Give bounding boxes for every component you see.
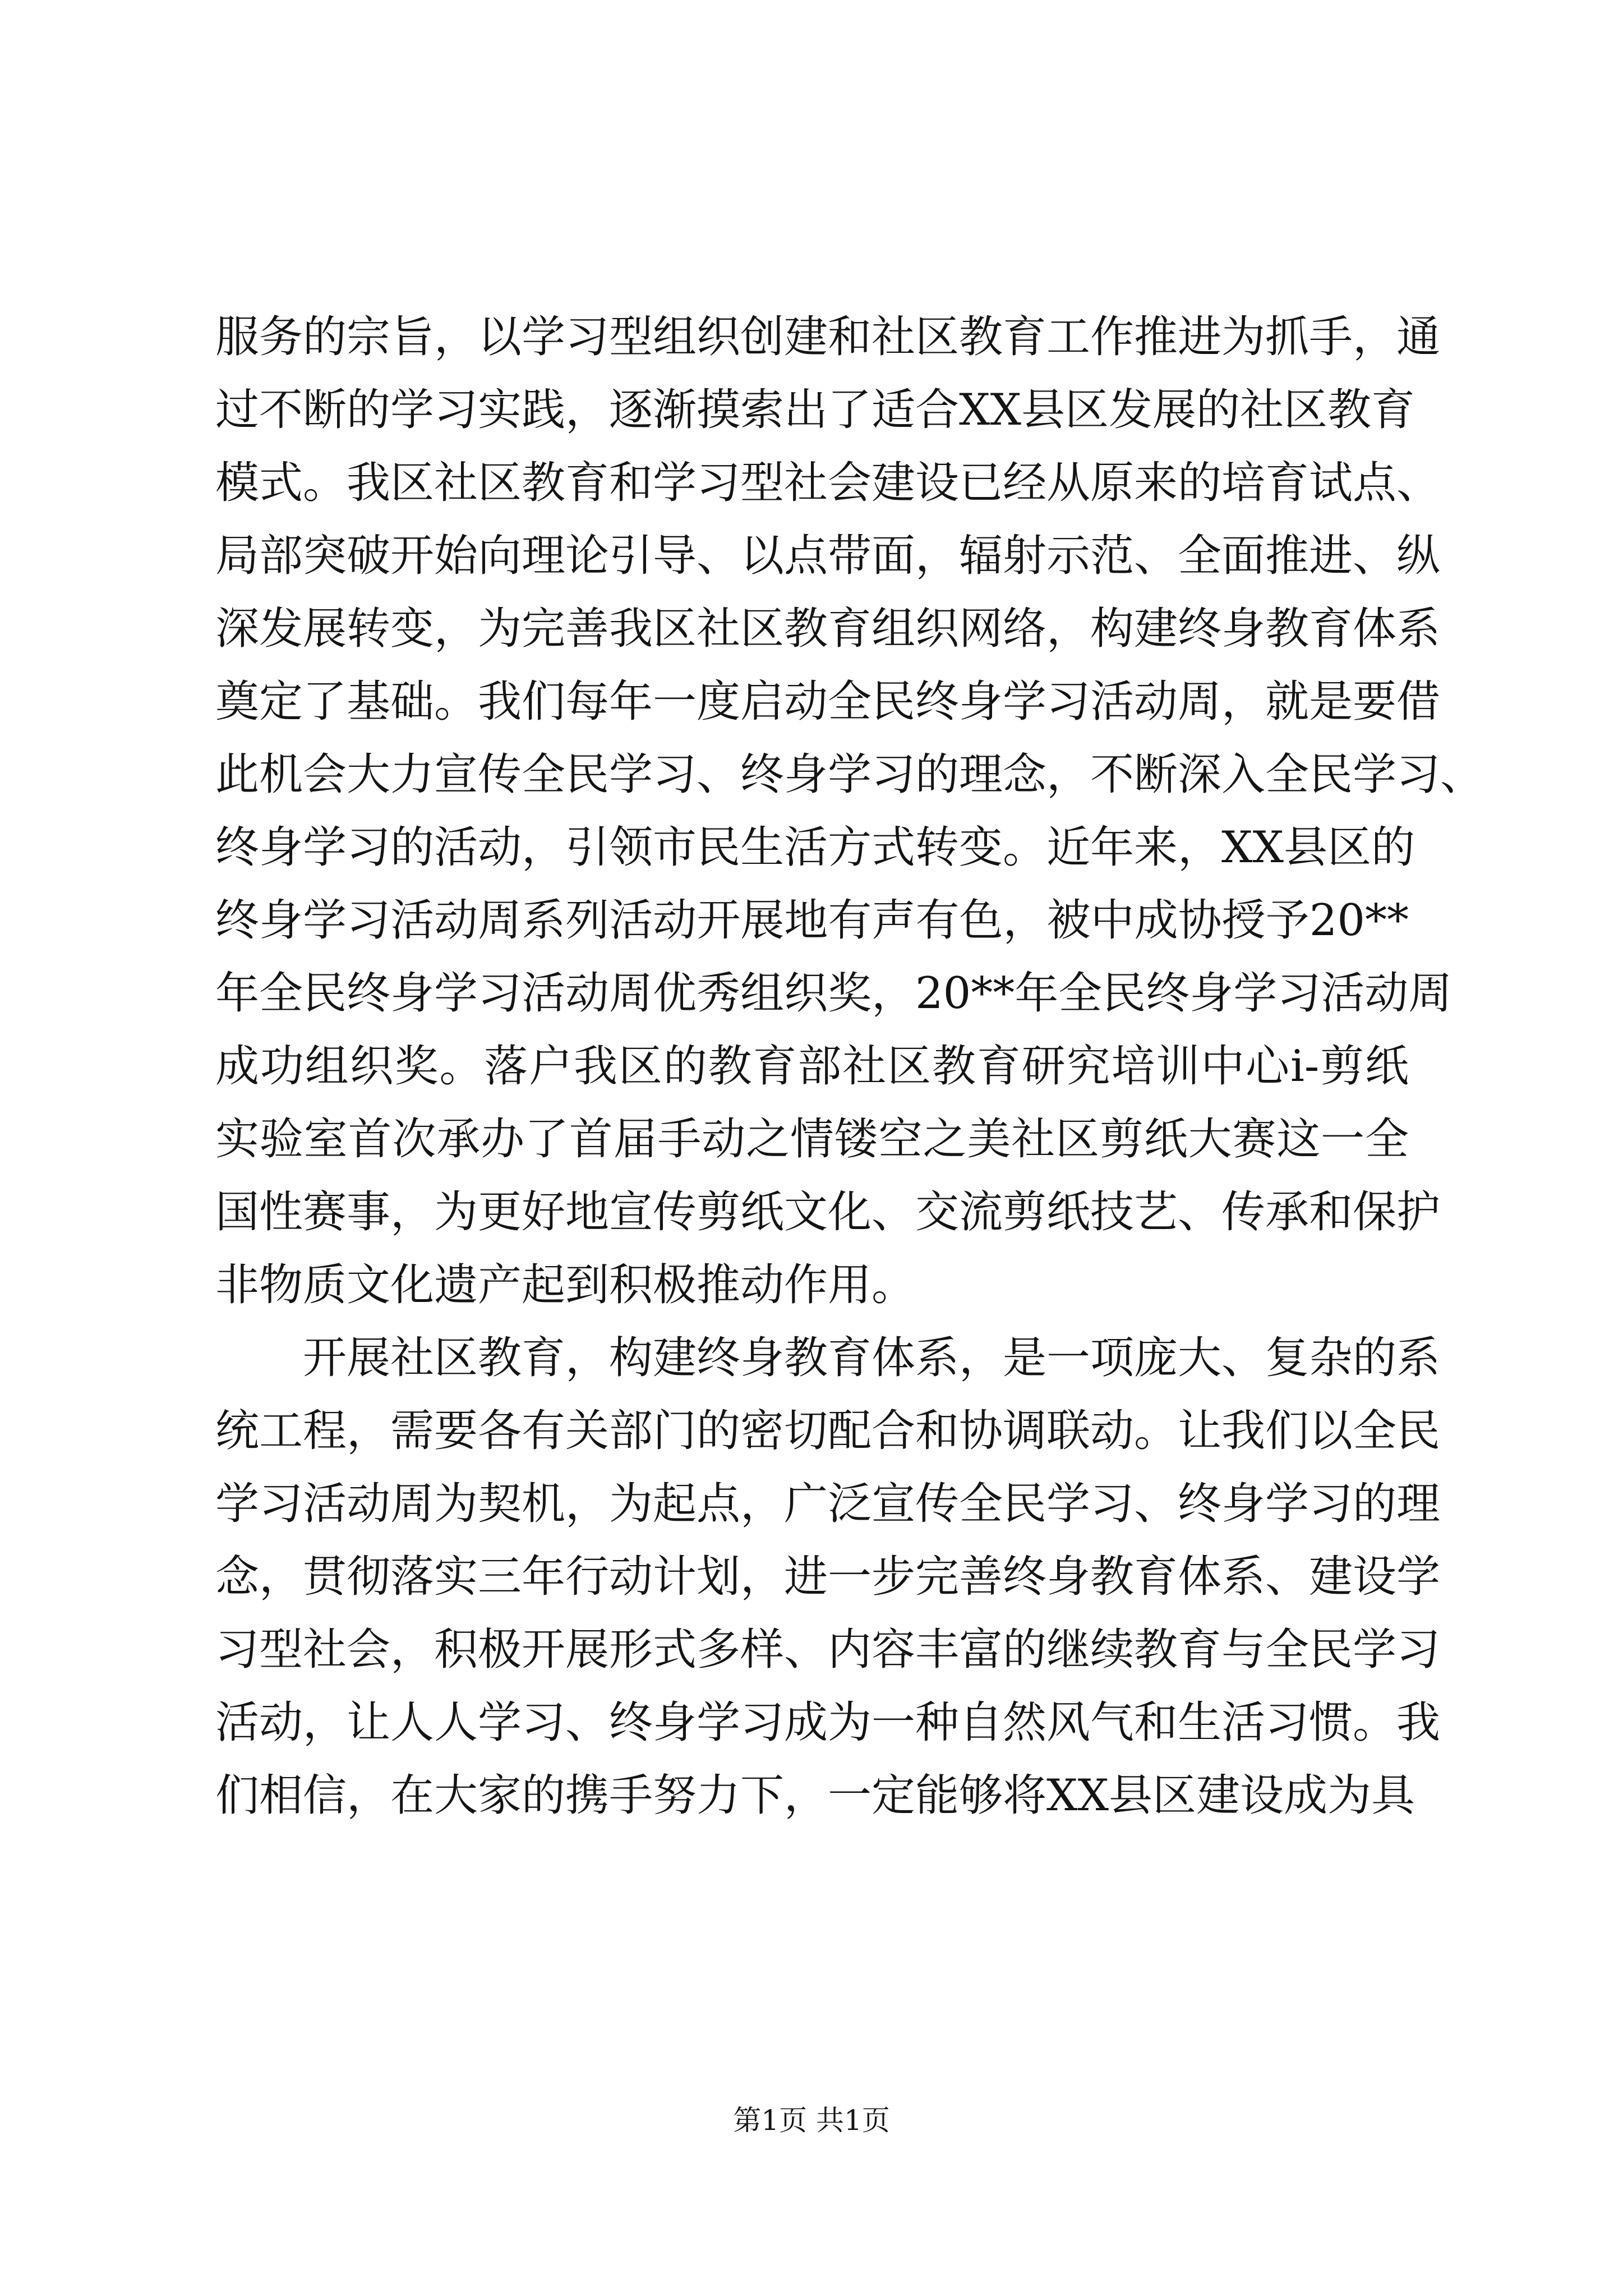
text-line: 学习活动周为契机，为起点，广泛宣传全民学习、终身学习的理 [215, 1479, 1441, 1529]
text-line: 奠定了基础。我们每年一度启动全民终身学习活动周，就是要借 [215, 677, 1441, 727]
text-line: 念，贯彻落实三年行动计划，进一步完善终身教育体系、建设学 [215, 1552, 1441, 1602]
text-line: 深发展转变，为完善我区社区教育组织网络，构建终身教育体系 [215, 604, 1441, 654]
text-line: 统工程，需要各有关部门的密切配合和协调联动。让我们以全民 [215, 1406, 1441, 1456]
text-line: 年全民终身学习活动周优秀组织奖，20**年全民终身学习活动周 [215, 968, 1453, 1019]
page-number-footer: 第1页 共1页 [733, 2104, 890, 2137]
text-line: 服务的宗旨，以学习型组织创建和社区教育工作推进为抓手，通 [215, 312, 1441, 362]
text-line: 活动，让人人学习、终身学习成为一种自然风气和生活习惯。我 [215, 1697, 1441, 1748]
text-line: 终身学习的活动，引领市民生活方式转变。近年来，XX县区的 [215, 822, 1415, 873]
text-line: 终身学习活动周系列活动开展地有声有色，被中成协授予20** [215, 895, 1409, 946]
text-line: 成功组织奖。落户我区的教育部社区教育研究培训中心i-剪纸 [215, 1041, 1409, 1092]
text-line: 局部突破开始向理论引导、以点带面，辐射示范、全面推进、纵 [215, 531, 1441, 581]
text-line: 开展社区教育，构建终身教育体系，是一项庞大、复杂的系 [303, 1333, 1441, 1383]
text-line: 非物质文化遗产起到积极推动作用。 [215, 1260, 916, 1310]
text-line: 实验室首次承办了首届手动之情镂空之美社区剪纸大赛这一全 [215, 1114, 1409, 1165]
text-line: 过不断的学习实践，逐渐摸索出了适合XX县区发展的社区教育 [215, 385, 1415, 435]
text-line: 习型社会，积极开展形式多样、内容丰富的继续教育与全民学习 [215, 1625, 1441, 1675]
text-line: 国性赛事，为更好地宣传剪纸文化、交流剪纸技艺、传承和保护 [215, 1187, 1441, 1237]
text-line: 此机会大力宣传全民学习、终身学习的理念，不断深入全民学习、 [215, 749, 1484, 800]
text-line: 模式。我区社区教育和学习型社会建设已经从原来的培育试点、 [215, 458, 1441, 508]
text-line: 们相信，在大家的携手努力下，一定能够将XX县区建设成为具 [215, 1770, 1415, 1821]
